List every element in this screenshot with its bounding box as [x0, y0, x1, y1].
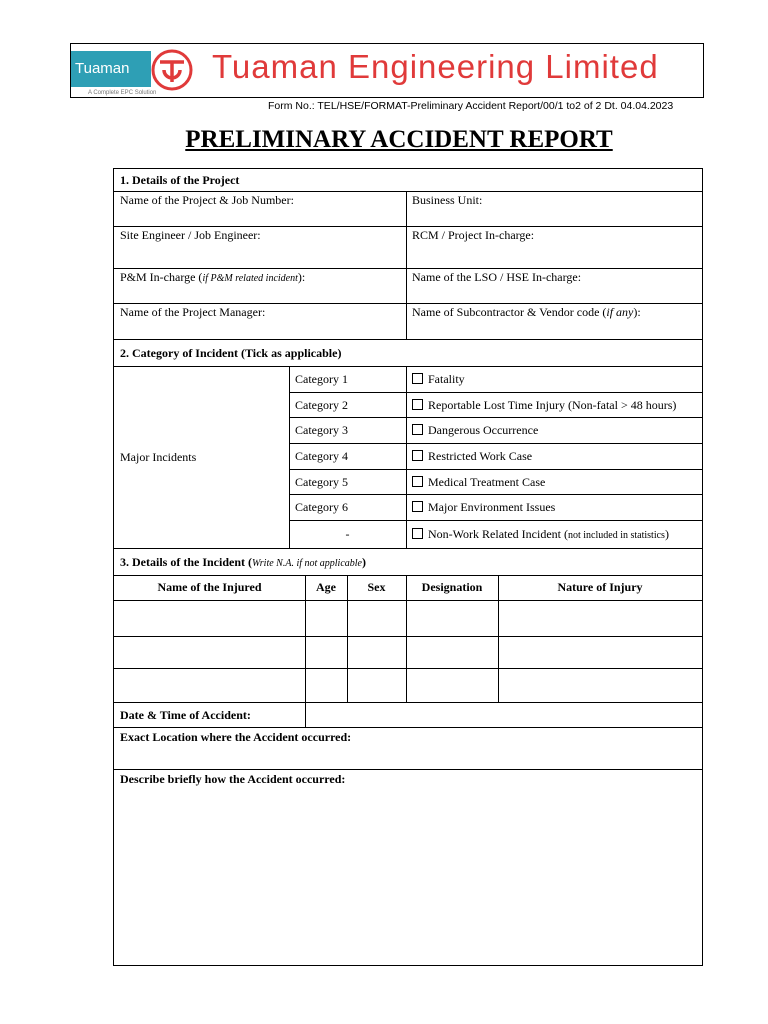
row-divider: [114, 600, 702, 601]
row-divider: [289, 469, 702, 470]
section3-heading-c: ): [362, 555, 366, 569]
row-divider: [114, 366, 702, 367]
category-5-label: Category 5: [295, 475, 348, 489]
section1-heading: 1. Details of the Project: [120, 173, 240, 187]
form-number: Form No.: TEL/HSE/FORMAT-Preliminary Accident Report/00/1 to2 of 2 Dt. 04.04.2023: [268, 100, 674, 112]
pm-incharge-label: [120, 270, 305, 286]
category-3-label: Category 3: [295, 423, 348, 437]
column-divider: [289, 366, 290, 548]
logo-emblem-icon: [150, 48, 194, 92]
incident-option-environment-issues[interactable]: [412, 500, 555, 514]
row-divider: [289, 417, 702, 418]
location-label: Exact Location where the Accident occurred:: [120, 730, 352, 744]
category-2-label: Category 2: [295, 398, 348, 412]
logo-wordmark: Tuaman: [71, 51, 151, 87]
checkbox[interactable]: [412, 373, 423, 384]
row-divider: [114, 636, 702, 637]
incident-option-close-paren: ): [664, 527, 669, 541]
row-divider: [114, 268, 702, 269]
incident-option-non-work-related[interactable]: [412, 527, 669, 543]
incident-option-label: Major Environment Issues: [428, 500, 556, 514]
describe-label: Describe briefly how the Accident occurred:: [120, 772, 346, 786]
report-form-table: [113, 168, 703, 966]
incident-option-dangerous-occurrence[interactable]: [412, 423, 538, 437]
row-divider: [114, 339, 702, 340]
row-divider: [289, 494, 702, 495]
project-job-label: Name of the Project & Job Number:: [120, 193, 294, 207]
date-time-label: Date & Time of Accident:: [120, 708, 251, 722]
column-divider: [347, 575, 348, 702]
logo-tagline: A Complete EPC Solution: [88, 90, 157, 96]
category-4-label: Category 4: [295, 449, 348, 463]
checkbox[interactable]: [412, 399, 423, 410]
row-divider: [114, 727, 702, 728]
row-divider: [114, 769, 702, 770]
section3-heading: [120, 555, 366, 571]
checkbox[interactable]: [412, 476, 423, 487]
section3-heading-a: 3. Details of the Incident (: [120, 555, 252, 569]
column-divider: [406, 191, 407, 339]
row-divider: [289, 392, 702, 393]
column-header-sex: Sex: [367, 580, 386, 594]
project-manager-label: Name of the Project Manager:: [120, 305, 266, 319]
report-title: [0, 126, 768, 154]
category-1-label: Category 1: [295, 372, 348, 386]
incident-option-label: Medical Treatment Case: [428, 475, 546, 489]
column-header-designation: Designation: [421, 580, 483, 594]
column-divider: [498, 575, 499, 702]
incident-option-restricted-work[interactable]: [412, 449, 532, 463]
business-unit-label: Business Unit:: [412, 193, 483, 207]
company-name: Tuaman Engineering Limited: [212, 48, 659, 85]
pm-incharge-label-c: ):: [297, 270, 306, 284]
row-divider: [114, 575, 702, 576]
pm-incharge-label-a: P&M In-charge (: [120, 270, 203, 284]
incident-option-medical-treatment[interactable]: [412, 475, 545, 489]
incident-option-label: Restricted Work Case: [428, 449, 533, 463]
incident-option-label: Non-Work Related Incident (: [428, 527, 568, 541]
row-divider: [289, 443, 702, 444]
checkbox[interactable]: [412, 501, 423, 512]
lso-label: Name of the LSO / HSE In-charge:: [412, 270, 582, 284]
incident-option-label: Dangerous Occurrence: [428, 423, 539, 437]
section3-heading-note: Write N.A. if not applicable: [252, 558, 362, 569]
subcontractor-label-c: ):: [633, 305, 641, 319]
subcontractor-note: if any: [606, 305, 634, 319]
subcontractor-label-a: Name of Subcontractor & Vendor code (: [412, 305, 607, 319]
incident-option-fatality[interactable]: [412, 372, 465, 386]
column-divider: [406, 575, 407, 702]
column-header-name: Name of the Injured: [157, 580, 262, 594]
category-none-label: -: [345, 527, 350, 541]
incident-option-label: Fatality: [428, 372, 465, 386]
row-divider: [114, 668, 702, 669]
column-header-nature-of-injury: Nature of Injury: [557, 580, 643, 594]
rcm-label: RCM / Project In-charge:: [412, 228, 535, 242]
major-incidents-label: Major Incidents: [120, 450, 197, 464]
column-header-age: Age: [316, 580, 336, 594]
checkbox[interactable]: [412, 450, 423, 461]
category-6-label: Category 6: [295, 500, 348, 514]
row-divider: [114, 702, 702, 703]
row-divider: [114, 303, 702, 304]
row-divider: [289, 520, 702, 521]
pm-incharge-note: if P&M related incident: [202, 273, 298, 284]
site-engineer-label: Site Engineer / Job Engineer:: [120, 228, 261, 242]
report-title-text: PRELIMINARY ACCIDENT REPORT: [185, 126, 613, 153]
subcontractor-label: [412, 305, 641, 319]
incident-option-label: Reportable Lost Time Injury (Non-fatal > 48 hours): [428, 398, 677, 412]
row-divider: [114, 548, 702, 549]
checkbox[interactable]: [412, 424, 423, 435]
incident-option-lost-time-injury[interactable]: [412, 398, 676, 412]
checkbox[interactable]: [412, 528, 423, 539]
section2-heading: 2. Category of Incident (Tick as applicable): [120, 346, 342, 360]
row-divider: [114, 226, 702, 227]
row-divider: [114, 191, 702, 192]
column-divider: [305, 575, 306, 727]
incident-option-note: not included in statistics: [568, 530, 665, 541]
column-divider: [406, 366, 407, 548]
